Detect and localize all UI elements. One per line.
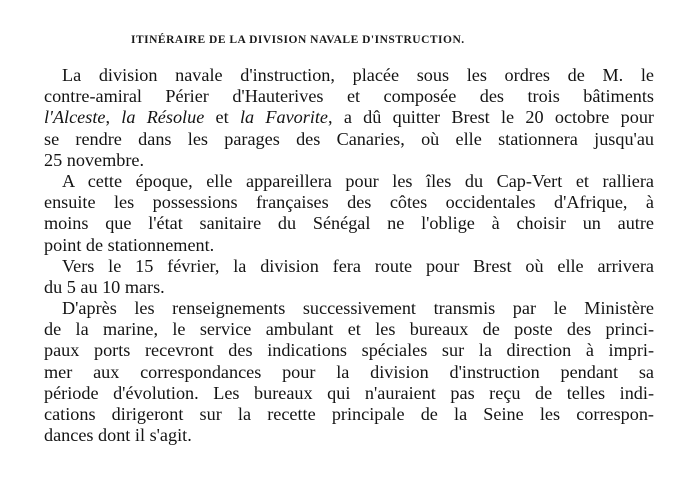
- text-segment: A cette époque, elle appareillera pour les îles du Cap-Vert et ralliera: [62, 170, 654, 191]
- paragraph: [44, 65, 654, 171]
- text-segment: 25 novembre.: [44, 149, 145, 170]
- italic-text: l'Alceste: [44, 107, 106, 128]
- text-line: [44, 404, 654, 425]
- text-segment: D'après les renseignements successivement transmis par le Ministère: [62, 298, 654, 319]
- text-segment: dances dont il s'agit.: [44, 425, 192, 446]
- text-segment: se rendre dans les parages des Canaries, où elle stationnera jusqu'au: [44, 128, 654, 149]
- paragraph: [44, 171, 654, 256]
- text-line: [44, 256, 654, 277]
- text-segment: paux ports recevront des indications spéciales sur la direction à impri-: [44, 340, 654, 361]
- text-line: [44, 213, 654, 234]
- text-segment: période d'évolution. Les bureaux qui n'auraient pas reçu de telles indi-: [44, 382, 654, 403]
- document-body: [44, 65, 654, 446]
- paragraph: [44, 256, 654, 298]
- text-line: [44, 129, 654, 150]
- text-line: [44, 65, 654, 86]
- text-line: [44, 319, 654, 340]
- text-segment: Vers le 15 février, la division fera route pour Brest où elle arrivera: [62, 255, 654, 276]
- page-title: ITINÉRAIRE DE LA DIVISION NAVALE D'INSTRUCTION.: [131, 34, 465, 46]
- text-segment: contre-amiral Périer d'Hauterives et composée des trois bâtiments: [44, 86, 654, 107]
- text-segment: La division navale d'instruction, placée sous les ordres de M. le: [62, 65, 654, 85]
- text-segment: ensuite les possessions françaises des côtes occidentales d'Afrique, à: [44, 192, 654, 213]
- text-segment: de la marine, le service ambulant et les bureaux de poste des princi-: [44, 319, 654, 340]
- text-line: [44, 107, 654, 128]
- text-segment: et: [204, 107, 240, 128]
- text-line: [44, 235, 654, 256]
- italic-text: la Résolue: [121, 107, 205, 128]
- text-line: [44, 150, 654, 171]
- text-segment: du 5 au 10 mars.: [44, 276, 165, 297]
- text-segment: mer aux correspondances pour la division d'instruction pendant sa: [44, 361, 654, 382]
- text-line: [44, 192, 654, 213]
- text-line: [44, 171, 654, 192]
- text-line: [44, 86, 654, 107]
- italic-text: la Favorite: [239, 107, 328, 128]
- text-line: [44, 383, 654, 404]
- text-line: [44, 298, 654, 319]
- text-segment: , a dû quitter Brest le 20 octobre pour: [328, 107, 654, 128]
- text-segment: cations dirigeront sur la recette principale de la Seine les correspon-: [44, 404, 654, 424]
- text-line: [44, 277, 654, 298]
- text-segment: ,: [105, 107, 122, 128]
- text-line: [44, 425, 654, 446]
- text-line: [44, 362, 654, 383]
- text-segment: point de stationnement.: [44, 234, 215, 255]
- text-segment: moins que l'état sanitaire du Sénégal ne l'oblige à choisir un autre: [44, 213, 654, 234]
- text-line: [44, 340, 654, 361]
- paragraph: [44, 298, 654, 446]
